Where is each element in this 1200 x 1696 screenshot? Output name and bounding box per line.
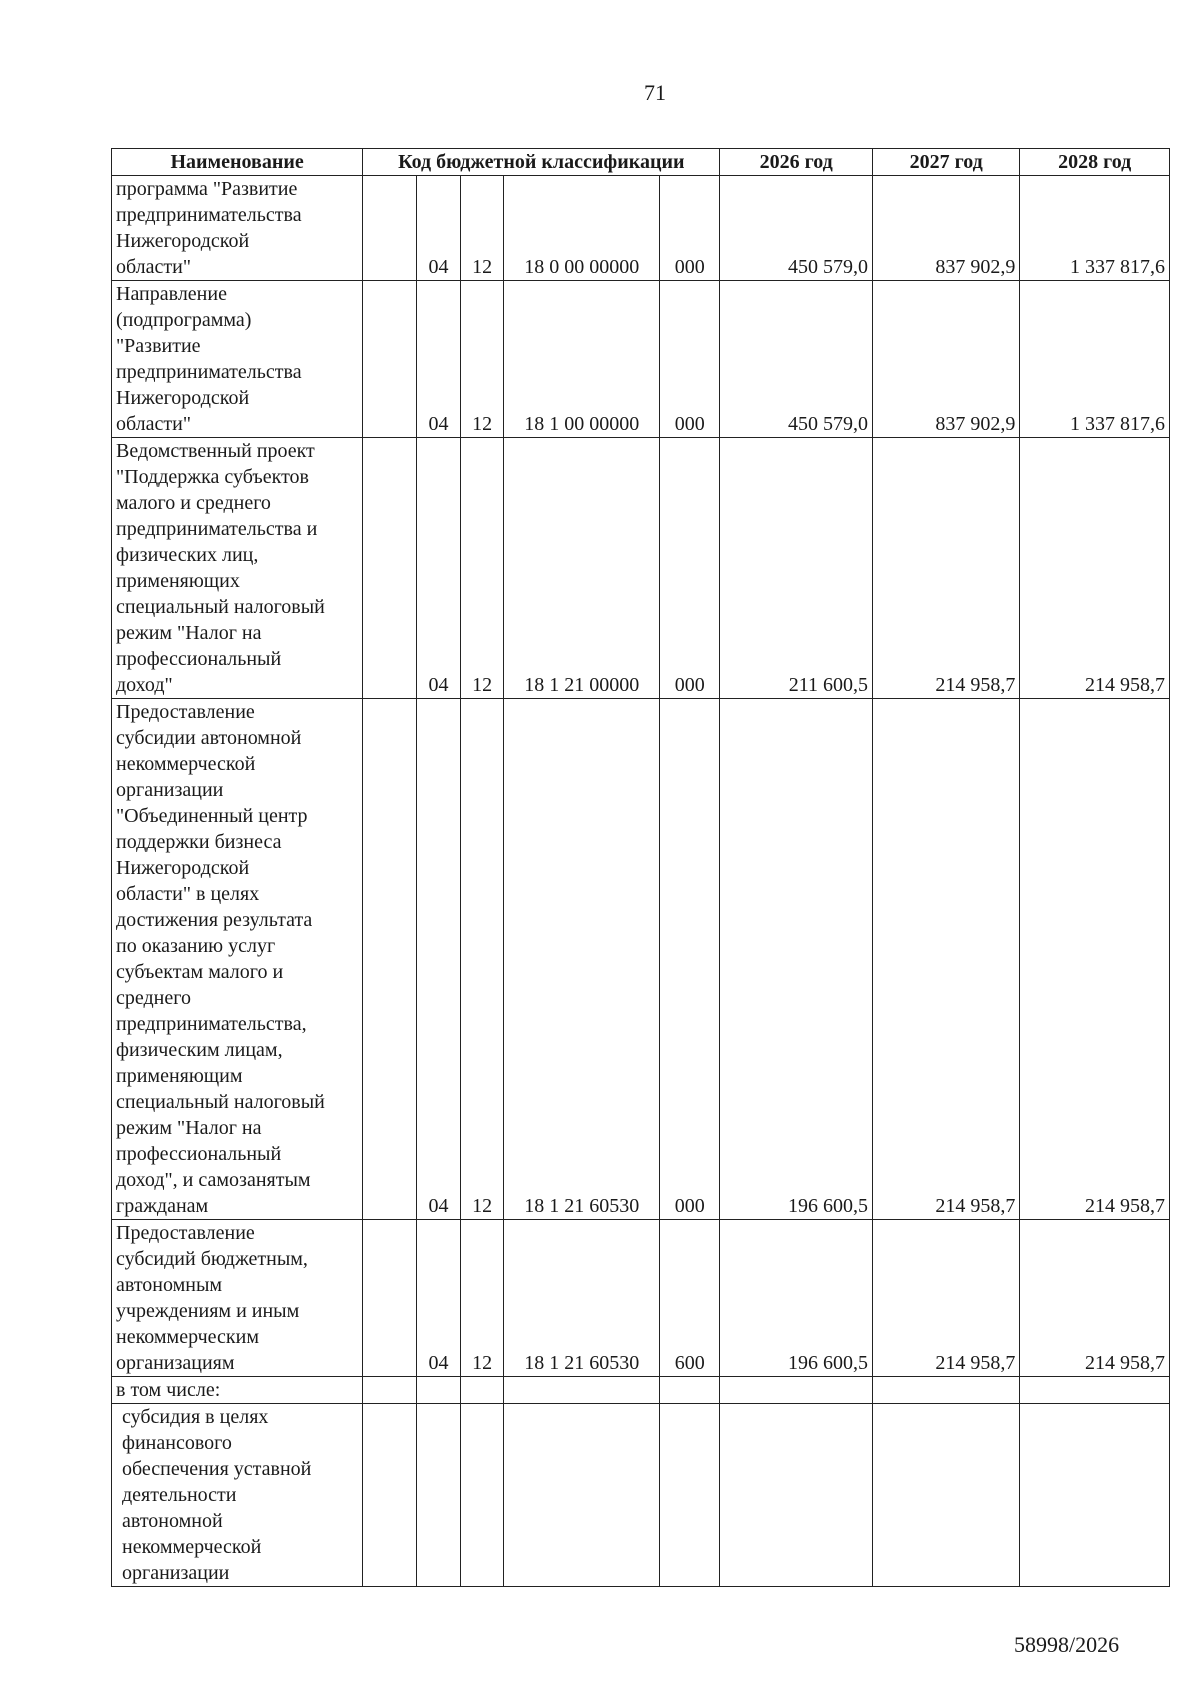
- header-name: Наименование: [112, 149, 363, 176]
- cell-subsection: 12: [460, 281, 504, 438]
- cell-amount-2026: 196 600,5: [720, 1220, 873, 1377]
- cell-amount-2028: 214 958,7: [1020, 438, 1170, 699]
- table-row: [112, 281, 1170, 438]
- table-row: [112, 1220, 1170, 1377]
- cell-target-article: 18 1 00 00000: [504, 281, 660, 438]
- cell-section: 04: [417, 438, 461, 699]
- cell-subsection: 12: [460, 176, 504, 281]
- header-2028: 2028 год: [1020, 149, 1170, 176]
- cell-code-col1: [363, 1220, 417, 1377]
- cell-amount-2026: 450 579,0: [720, 281, 873, 438]
- cell-subsection: 12: [460, 1220, 504, 1377]
- table-row: [112, 1404, 1170, 1587]
- cell-amount-2028: [1020, 1404, 1170, 1587]
- cell-section: 04: [417, 176, 461, 281]
- cell-subsection: [460, 1404, 504, 1587]
- cell-expense-type: 600: [660, 1220, 720, 1377]
- cell-amount-2027: 214 958,7: [873, 438, 1020, 699]
- cell-section: 04: [417, 281, 461, 438]
- cell-code-col1: [363, 281, 417, 438]
- cell-amount-2026: 196 600,5: [720, 699, 873, 1220]
- cell-section: 04: [417, 699, 461, 1220]
- cell-amount-2026: 211 600,5: [720, 438, 873, 699]
- table-row: [112, 1377, 1170, 1404]
- cell-section: [417, 1377, 461, 1404]
- cell-expense-type: [660, 1377, 720, 1404]
- cell-name: Предоставление субсидии автономной некоммерческой организации "Объединенный центр поддержки бизнеса Нижегородской области" в целях достижения результата по оказанию услуг субъектам малого и среднего предпринимательства, физическим лицам, применяющим специальный налоговый режим "Налог на профессиональный доход", и самозанятым гражданам: [112, 699, 363, 1220]
- cell-target-article: 18 1 21 60530: [504, 699, 660, 1220]
- table-body: [112, 176, 1170, 1587]
- cell-code-col1: [363, 1377, 417, 1404]
- cell-amount-2028: 214 958,7: [1020, 699, 1170, 1220]
- cell-amount-2027: [873, 1404, 1020, 1587]
- cell-expense-type: 000: [660, 438, 720, 699]
- cell-amount-2028: 1 337 817,6: [1020, 281, 1170, 438]
- cell-amount-2026: [720, 1377, 873, 1404]
- cell-amount-2027: 214 958,7: [873, 699, 1020, 1220]
- cell-expense-type: [660, 1404, 720, 1587]
- cell-target-article: 18 1 21 60530: [504, 1220, 660, 1377]
- table-row: [112, 699, 1170, 1220]
- cell-name: в том числе:: [112, 1377, 363, 1404]
- header-2027: 2027 год: [873, 149, 1020, 176]
- header-2026: 2026 год: [720, 149, 873, 176]
- cell-target-article: [504, 1377, 660, 1404]
- cell-code-col1: [363, 1404, 417, 1587]
- cell-subsection: 12: [460, 699, 504, 1220]
- cell-code-col1: [363, 176, 417, 281]
- cell-amount-2027: 837 902,9: [873, 176, 1020, 281]
- cell-code-col1: [363, 438, 417, 699]
- cell-subsection: [460, 1377, 504, 1404]
- cell-name: программа "Развитие предпринимательства Нижегородской области": [112, 176, 363, 281]
- cell-subsection: 12: [460, 438, 504, 699]
- cell-section: 04: [417, 1220, 461, 1377]
- cell-expense-type: 000: [660, 176, 720, 281]
- document-id: 58998/2026: [1014, 1632, 1120, 1657]
- cell-amount-2026: 450 579,0: [720, 176, 873, 281]
- budget-table: [111, 148, 1170, 1587]
- cell-amount-2028: 1 337 817,6: [1020, 176, 1170, 281]
- table-row: [112, 176, 1170, 281]
- cell-name: Направление (подпрограмма) "Развитие предпринимательства Нижегородской области": [112, 281, 363, 438]
- header-code: Код бюджетной классификации: [363, 149, 720, 176]
- cell-code-col1: [363, 699, 417, 1220]
- table-header-row: [112, 149, 1170, 176]
- cell-amount-2027: 214 958,7: [873, 1220, 1020, 1377]
- cell-section: [417, 1404, 461, 1587]
- cell-amount-2027: [873, 1377, 1020, 1404]
- cell-amount-2027: 837 902,9: [873, 281, 1020, 438]
- cell-target-article: [504, 1404, 660, 1587]
- cell-target-article: 18 0 00 00000: [504, 176, 660, 281]
- page-number: 71: [644, 80, 666, 105]
- cell-name: Предоставление субсидий бюджетным, автономным учреждениям и иным некоммерческим организациям: [112, 1220, 363, 1377]
- cell-amount-2028: [1020, 1377, 1170, 1404]
- cell-amount-2028: 214 958,7: [1020, 1220, 1170, 1377]
- cell-name: Ведомственный проект "Поддержка субъектов малого и среднего предпринимательства и физических лиц, применяющих специальный налоговый режим "Налог на профессиональный доход": [112, 438, 363, 699]
- cell-name: субсидия в целях финансового обеспечения уставной деятельности автономной некоммерческой организации: [112, 1404, 363, 1587]
- cell-amount-2026: [720, 1404, 873, 1587]
- cell-target-article: 18 1 21 00000: [504, 438, 660, 699]
- cell-expense-type: 000: [660, 699, 720, 1220]
- table-row: [112, 438, 1170, 699]
- cell-expense-type: 000: [660, 281, 720, 438]
